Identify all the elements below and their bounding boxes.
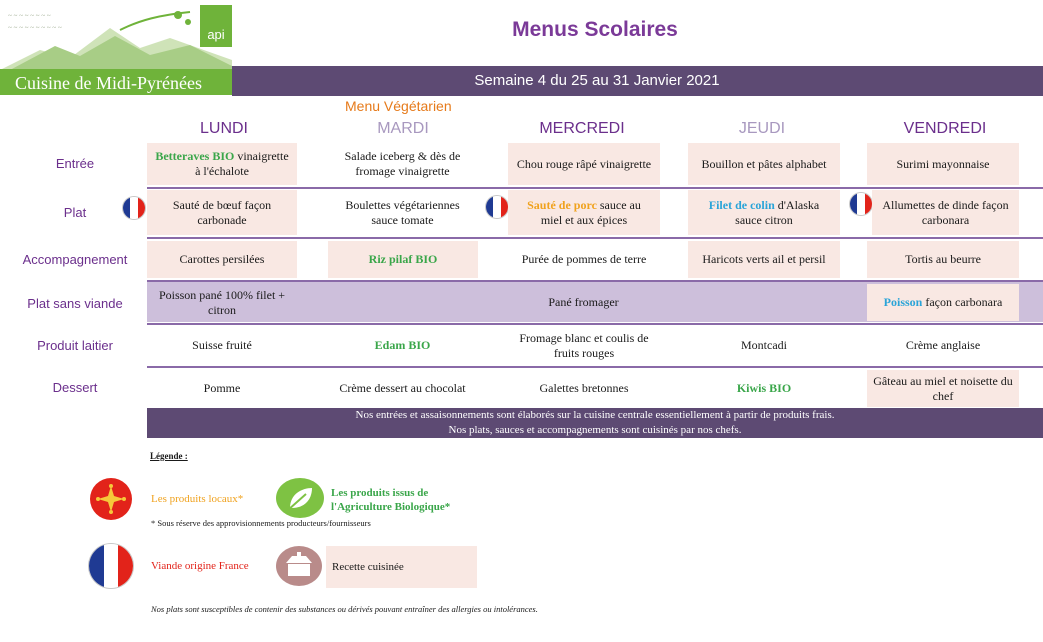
logo-api-badge: api <box>200 5 232 47</box>
page-title: Menus Scolaires <box>512 18 678 41</box>
dessert-mercredi: Galettes bretonnes <box>539 381 629 395</box>
footer-line-2: Nos plats, sauces et accompagnements sont cuisinés par nos chefs. <box>448 424 742 436</box>
day-header-lundi: LUNDI <box>199 120 248 137</box>
allergens-note: Nos plats sont susceptibles de contenir des substances ou dérivés pouvant entraîner des allergies ou intolérances. <box>151 604 538 614</box>
france-flag-icon <box>486 196 508 218</box>
dessert-lundi: Pomme <box>203 381 241 395</box>
row-divider <box>147 323 1043 325</box>
row-divider <box>147 187 1043 189</box>
row-label-accompagnement: Accompagnement <box>22 252 128 267</box>
vegetarian-tag: Menu Végétarien <box>345 98 452 114</box>
row-divider <box>147 366 1043 368</box>
row-label-plat: Plat <box>63 205 87 220</box>
logo-mountains-graphic <box>0 0 232 70</box>
day-header-mardi: MARDI <box>377 120 429 137</box>
accompagnement-jeudi: Haricots verts ail et persil <box>688 241 840 278</box>
legend-reserve-note: * Sous réserve des approvisionnements producteurs/fournisseurs <box>151 518 371 528</box>
dessert-mardi: Crème dessert au chocolat <box>339 381 466 395</box>
row-label-dessert: Dessert <box>52 380 98 395</box>
legend-title: Légende : <box>150 451 188 461</box>
legend-bio-label: Les produits issus de l'Agriculture Biologique* <box>331 487 451 513</box>
france-flag-icon <box>850 193 872 215</box>
sans-viande-middle: Pané fromager <box>548 295 619 309</box>
france-flag-icon <box>89 544 133 588</box>
accompagnement-mercredi: Purée de pommes de terre <box>521 252 647 266</box>
local-products-icon <box>90 478 132 520</box>
laitier-mercredi: Fromage blanc et coulis de fruits rouges <box>519 330 649 360</box>
plat-mardi: Boulettes végétariennes sauce tomate <box>345 197 460 227</box>
plat-jeudi: Filet de colin d'Alaska sauce citron <box>688 190 840 235</box>
day-header-jeudi: JEUDI <box>738 120 786 137</box>
plat-lundi: Sauté de bœuf façon carbonade <box>147 190 297 235</box>
logo-name: Cuisine de Midi-Pyrénées <box>15 73 202 93</box>
dessert-vendredi: Gâteau au miel et noisette du chef <box>867 370 1019 407</box>
entree-lundi: Betteraves BIO vinaigrette à l'échalote <box>147 143 297 185</box>
entree-vendredi: Surimi mayonnaise <box>867 143 1019 185</box>
legend-local-label: Les produits locaux* <box>151 493 244 505</box>
accompagnement-mardi: Riz pilaf BIO <box>328 241 478 278</box>
entree-jeudi: Bouillon et pâtes alphabet <box>688 143 840 185</box>
day-header-mercredi: MERCREDI <box>539 120 625 137</box>
accompagnement-lundi: Carottes persilées <box>147 241 297 278</box>
laitier-mardi: Edam BIO <box>374 338 431 352</box>
france-flag-icon <box>123 197 145 219</box>
week-title: Semaine 4 du 25 au 31 Janvier 2021 <box>474 72 720 89</box>
row-label-entree: Entrée <box>55 156 95 171</box>
laitier-vendredi: Crème anglaise <box>905 338 981 352</box>
organic-leaf-icon <box>276 478 324 518</box>
entree-mardi: Salade iceberg & dès de fromage vinaigrette <box>344 149 461 178</box>
legend-recette-label: Recette cuisinée <box>326 546 477 588</box>
sans-viande-lundi: Poisson pané 100% filet + citron <box>158 287 286 317</box>
cooking-pot-icon <box>276 546 322 586</box>
legend-france-label: Viande origine France <box>151 560 249 572</box>
footer-line-1: Nos entrées et assaisonnements sont élaborés sur la cuisine centrale essentiellement à partir de produits frais. <box>355 409 835 421</box>
entree-mercredi: Chou rouge râpé vinaigrette <box>508 143 660 185</box>
sans-viande-vendredi: Poisson façon carbonara <box>867 284 1019 321</box>
dessert-jeudi: Kiwis BIO <box>736 381 792 395</box>
day-header-vendredi: VENDREDI <box>903 120 987 137</box>
laitier-jeudi: Montcadi <box>741 338 787 352</box>
row-label-laitier: Produit laitier <box>37 338 113 353</box>
plat-mercredi: Sauté de porc sauce au miel et aux épices <box>508 190 660 235</box>
accompagnement-vendredi: Tortis au beurre <box>867 241 1019 278</box>
plat-vendredi: Allumettes de dinde façon carbonara <box>872 190 1019 235</box>
row-label-sans-viande: Plat sans viande <box>27 296 123 311</box>
svg-text:~ ~ ~ ~ ~ ~ ~ ~ ~ ~: ~ ~ ~ ~ ~ ~ ~ ~ ~ ~ <box>8 24 62 32</box>
logo <box>0 0 232 95</box>
row-divider <box>147 237 1043 239</box>
svg-text:~ ~ ~ ~ ~ ~ ~ ~: ~ ~ ~ ~ ~ ~ ~ ~ <box>8 12 51 20</box>
laitier-lundi: Suisse fruité <box>192 338 252 352</box>
